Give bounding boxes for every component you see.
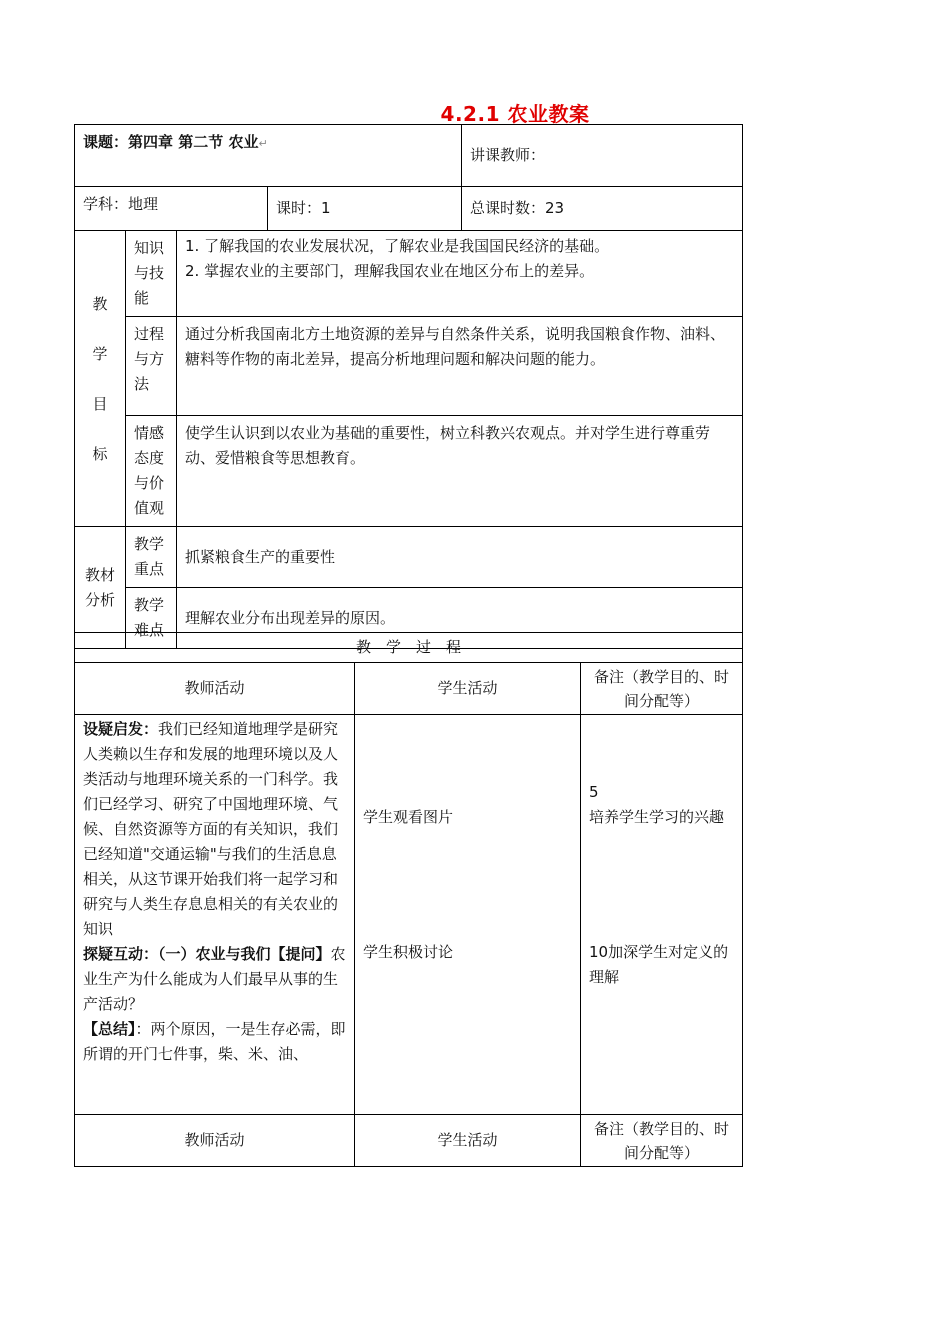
hours-cell bbox=[268, 187, 462, 231]
student-activity-1: 学生观看图片 bbox=[363, 808, 454, 826]
hours-label: 课时：1 bbox=[276, 199, 331, 217]
total-hours-cell bbox=[462, 187, 743, 231]
col-student-footer: 学生活动 bbox=[355, 1115, 581, 1167]
subject-cell bbox=[75, 187, 268, 231]
emotion-text: 使学生认识到以农业为基础的重要性，树立科教兴农观点。并对学生进行尊重劳动、爱惜粮食等思想教育。 bbox=[177, 416, 743, 527]
notes-minutes-1: 5 bbox=[589, 783, 599, 801]
teacher-activity-cell bbox=[75, 715, 355, 1115]
notes-purpose-1: 培养学生学习的兴趣 bbox=[589, 808, 725, 826]
col-student-header: 学生活动 bbox=[355, 663, 581, 715]
knowledge-cell bbox=[177, 231, 743, 317]
teacher-part2-text: 农业生产为什么能成为人们最早从事的生产活动？ bbox=[83, 945, 346, 1013]
topic-cell bbox=[75, 125, 462, 187]
objectives-char: 学 bbox=[92, 344, 108, 363]
topic-label: 课题： bbox=[83, 133, 129, 151]
teaching-process-table bbox=[74, 632, 743, 1167]
teacher-part2-lead: 探疑互动：（一）农业与我们【提问】 bbox=[83, 945, 331, 963]
objectives-group-label bbox=[75, 231, 126, 527]
teacher-part1-lead: 设疑启发： bbox=[83, 720, 159, 738]
knowledge-item: 1. 了解我国的农业发展状况，了解农业是我国国民经济的基础。 bbox=[185, 237, 610, 255]
materials-group-label: 教材分析 bbox=[75, 527, 126, 649]
process-label: 过程与方法 bbox=[126, 317, 177, 416]
student-activity-2: 学生积极讨论 bbox=[363, 943, 454, 961]
teacher-part3-lead: 【总结】 bbox=[83, 1020, 136, 1038]
total-hours-label: 总课时数：23 bbox=[470, 199, 565, 217]
process-text: 通过分析我国南北方土地资源的差异与自然条件关系，说明我国粮食作物、油料、糖料等作物的南北差异，提高分析地理问题和解决问题的能力。 bbox=[177, 317, 743, 416]
return-mark-icon: ↵ bbox=[258, 137, 268, 150]
notes-2: 10加深学生对定义的理解 bbox=[589, 943, 729, 986]
emotion-label: 情感态度与价值观 bbox=[126, 416, 177, 527]
difficult-text: 理解农业分布出现差异的原因。 bbox=[177, 588, 743, 649]
teacher-cell bbox=[462, 125, 743, 187]
subject-label: 学科：地理 bbox=[83, 195, 159, 213]
objectives-char: 教 bbox=[92, 294, 108, 313]
col-teacher-header: 教师活动 bbox=[75, 663, 355, 715]
teacher-part1-text: 我们已经知道地理学是研究人类赖以生存和发展的地理环境以及人类活动与地理环境关系的一门科学。我们已经学习、研究了中国地理环境、气候、自然资源等方面的有关知识，我们已经知道"交通运输"与我们的生活息息相关，从这节课开始我们将一起学习和研究与人类生存息息相关的有关农业的知识 bbox=[83, 720, 339, 938]
teacher-part3-text: ：两个原因，一是生存必需，即所谓的开门七件事，柴、米、油、 bbox=[83, 1020, 346, 1063]
section-title: 教 学 过 程 bbox=[75, 633, 743, 663]
key-label: 教学重点 bbox=[126, 527, 177, 588]
document-title: 4.2.1 农业教案 bbox=[440, 102, 590, 126]
knowledge-label: 知识与技能 bbox=[126, 231, 177, 317]
knowledge-item: 2. 掌握农业的主要部门，理解我国农业在地区分布上的差异。 bbox=[185, 262, 595, 280]
key-text: 抓紧粮食生产的重要性 bbox=[177, 527, 743, 588]
objectives-char: 目 bbox=[92, 394, 108, 413]
notes-cell bbox=[581, 715, 743, 1115]
teacher-label: 讲课教师： bbox=[470, 146, 546, 164]
student-activity-cell bbox=[355, 715, 581, 1115]
col-notes-header: 备注（教学目的、时间分配等） bbox=[581, 663, 743, 715]
topic-value: 第四章 第二节 农业 bbox=[128, 133, 259, 151]
objectives-char: 标 bbox=[92, 444, 108, 463]
col-teacher-footer: 教师活动 bbox=[75, 1115, 355, 1167]
col-notes-footer: 备注（教学目的、时间分配等） bbox=[581, 1115, 743, 1167]
lesson-info-table bbox=[74, 124, 743, 649]
difficult-label: 教学难点 bbox=[126, 588, 177, 649]
